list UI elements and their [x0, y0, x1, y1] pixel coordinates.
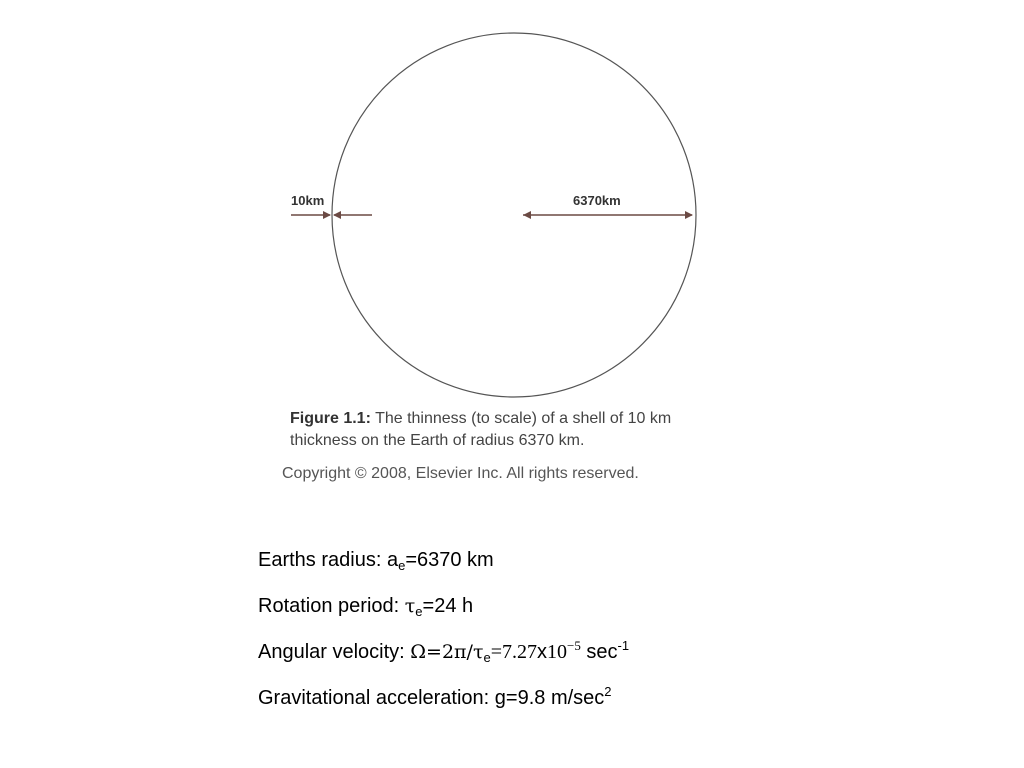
caption-title: Figure 1.1:	[290, 410, 371, 427]
angular-base: 10	[546, 641, 567, 663]
angular-unit-exponent: -1	[617, 638, 630, 653]
fact-angular-velocity	[258, 635, 958, 681]
earth-facts-list	[258, 543, 958, 727]
radius-label: Earths radius: a	[258, 549, 399, 571]
angular-value: =7.27	[490, 641, 537, 663]
radius-subscript: e	[398, 558, 406, 573]
angular-times: x	[536, 641, 547, 663]
period-subscript: e	[415, 604, 423, 619]
radius-arrow-tail	[523, 211, 531, 219]
copyright-notice: Copyright © 2008, Elsevier Inc. All rights reserved.	[282, 465, 639, 482]
angular-expression: Ω=2π/τ	[410, 641, 484, 663]
gravity-label: Gravitational acceleration: g=9.8 m/sec	[258, 687, 605, 709]
angular-label: Angular velocity:	[258, 641, 411, 663]
caption-text: The thinness (to scale) of a shell of 10 km thickness on the Earth of radius 6370 km.	[290, 410, 672, 449]
gravity-exponent: 2	[604, 684, 612, 699]
shell-thickness-label: 10km	[291, 193, 325, 208]
figure-caption	[290, 408, 730, 452]
period-value: =24 h	[422, 595, 474, 617]
period-label: Rotation period:	[258, 595, 405, 617]
angular-subscript: e	[483, 650, 491, 665]
angular-unit: sec	[580, 641, 618, 663]
tau-symbol: τ	[404, 595, 416, 617]
fact-earth-radius	[258, 543, 958, 589]
angular-exponent: −5	[566, 638, 581, 653]
radius-value: =6370 km	[405, 549, 494, 571]
fact-gravitational-acceleration	[258, 681, 958, 727]
radius-label: 6370km	[573, 193, 621, 208]
fact-rotation-period	[258, 589, 958, 635]
